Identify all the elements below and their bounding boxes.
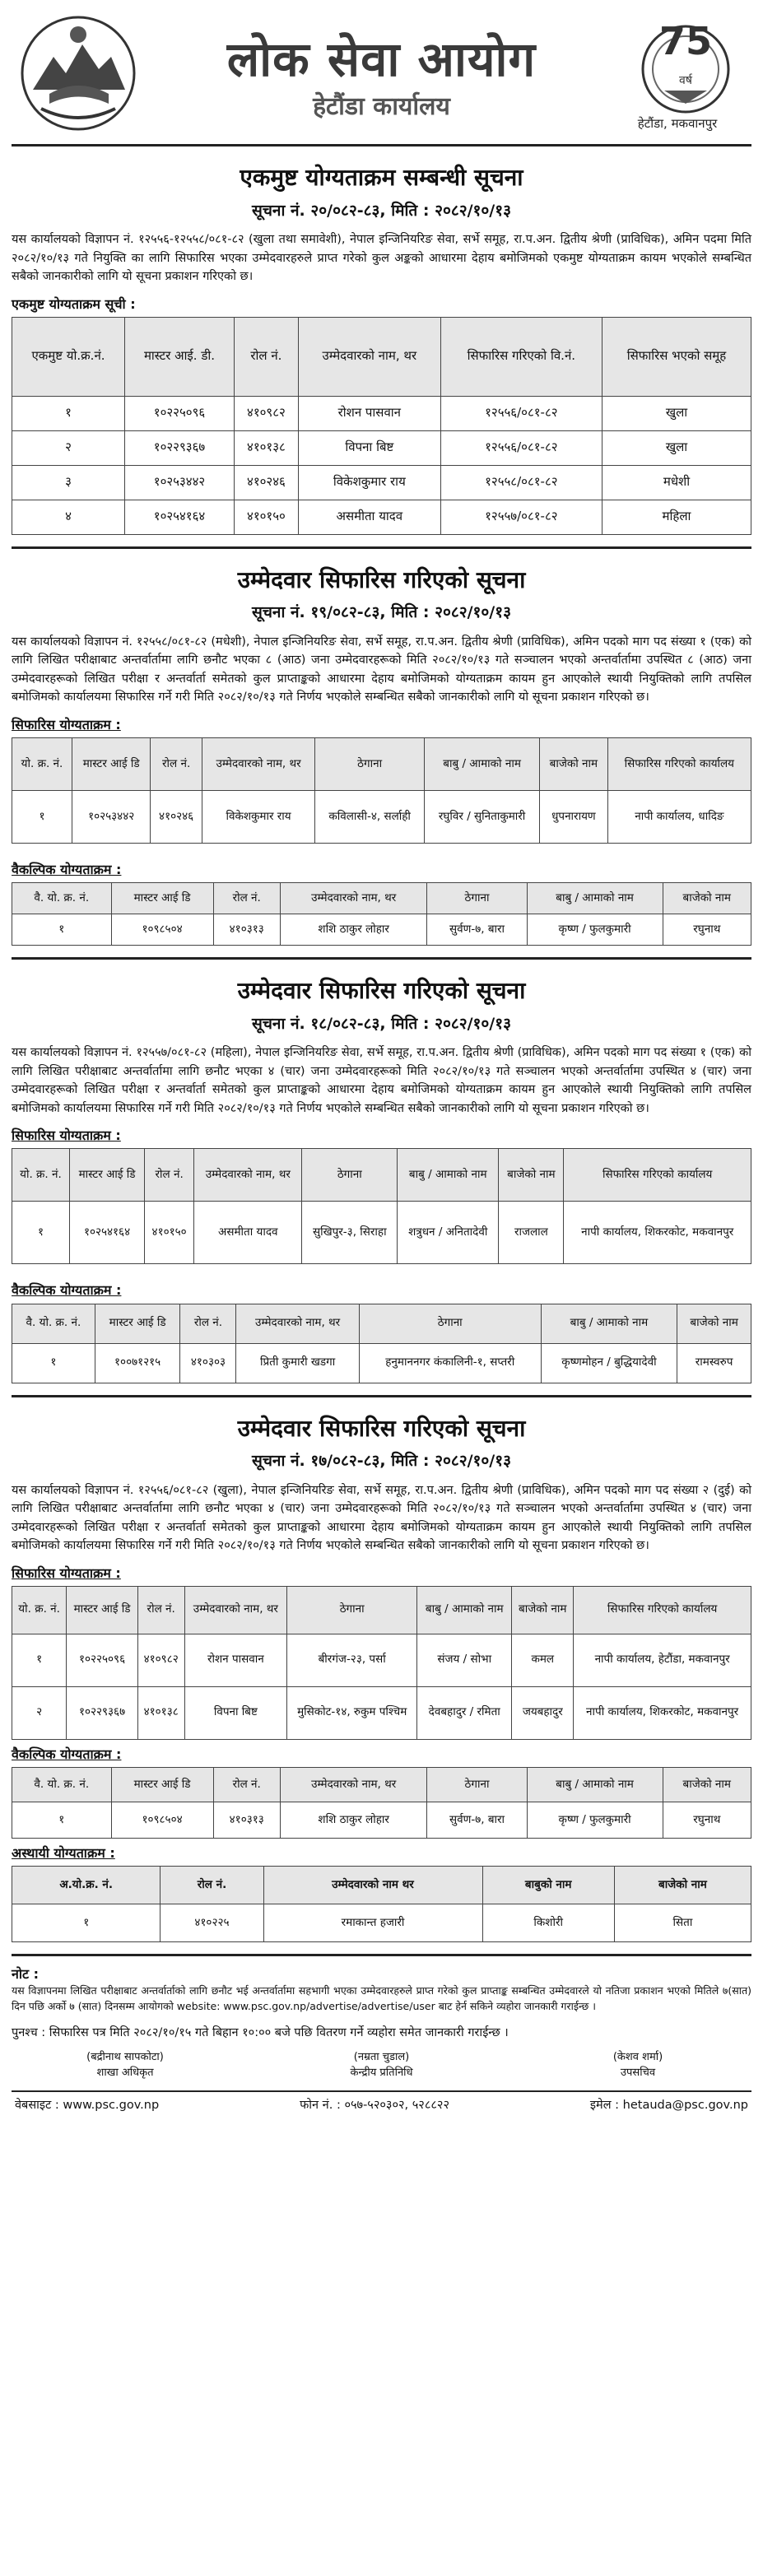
list-label: सिफारिस योग्यताक्रम :: [12, 1565, 121, 1581]
note-block: [12, 1954, 751, 2119]
table-header-cell: सिफारिस गरिएको कार्यालय: [574, 1586, 751, 1634]
table-cell: कविलासी-४, सर्लाही: [315, 790, 425, 843]
table-row: [12, 500, 751, 534]
table-cell: १२५५७/०८१-८२: [440, 500, 602, 534]
table-cell: १: [12, 914, 112, 946]
table-header-cell: बाजेको नाम: [677, 1304, 751, 1343]
table-header-cell: बाबु / आमाको नाम: [417, 1586, 512, 1634]
table-cell: ४१०३१३: [213, 914, 280, 946]
table-cell: विकेशकुमार राय: [202, 790, 314, 843]
table-header-cell: उम्मेदवारको नाम, थर: [194, 1149, 302, 1202]
table-header-cell: सिफारिस गरिएको कार्यालय: [564, 1149, 751, 1202]
table-header-cell: वै. यो. क्र. नं.: [12, 1767, 112, 1802]
table-header-cell: यो. क्र. नं.: [12, 737, 72, 790]
section-title: उम्मेदवार सिफारिस गरिएको सूचना: [237, 565, 526, 593]
table-row: [12, 1634, 751, 1686]
table-cell: नापी कार्यालय, शिकरकोट, मकवानपुर: [564, 1202, 751, 1264]
table-cell: १०२२९३६७: [125, 430, 235, 465]
table-row: [12, 1686, 751, 1739]
table-cell: जयबहादुर: [512, 1686, 574, 1739]
logo-number: 75: [658, 19, 713, 63]
table-header-cell: सिफारिस भएको समूह: [602, 317, 751, 396]
table-cell: १०२२५०९६: [67, 1634, 138, 1686]
table-header-cell: मास्टर आई डि: [111, 883, 213, 914]
table-header-cell: बाबुको नाम: [482, 1867, 614, 1904]
table-cell: १०२२५०९६: [125, 396, 235, 430]
table-cell: १२५५६/०८१-८२: [440, 396, 602, 430]
recommended-merit-table: [12, 737, 751, 844]
postscript: पुनश्च : सिफारिस पत्र मिति २०८२/१०/१५ गते बिहान १०:०० बजे पछि वितरण गर्ने व्यहोरा समेत जानकारी गराईन्छ ।: [12, 2025, 509, 2039]
list-label: सिफारिस योग्यताक्रम :: [12, 716, 121, 732]
list-label: वैकल्पिक योग्यताक्रम :: [12, 861, 122, 877]
notice-number: सूचना नं. १७/०८२-८३, मिति : २०८२/१०/१३: [252, 1452, 511, 1471]
table-header-cell: ठेगाना: [427, 883, 527, 914]
table-cell: २: [12, 1686, 67, 1739]
list-label: सिफारिस योग्यताक्रम :: [12, 1128, 121, 1144]
table-cell: ४१०२२५: [161, 1904, 263, 1942]
table-header-cell: उम्मेदवारको नाम थर: [263, 1867, 482, 1904]
signatory-post: शाखा अधिकृत: [96, 2066, 154, 2079]
table-header-cell: मास्टर आई डि: [111, 1767, 213, 1802]
table-cell: १: [12, 1634, 67, 1686]
table-cell: महिला: [602, 500, 751, 534]
table-cell: १: [12, 790, 72, 843]
table-cell: देवबहादुर / रमिता: [417, 1686, 512, 1739]
table-cell: खुला: [602, 430, 751, 465]
table-cell: १००७१२१५: [95, 1343, 180, 1383]
table-header-cell: उम्मेदवारको नाम, थर: [236, 1304, 359, 1343]
table-header-cell: बाबु / आमाको नाम: [527, 1767, 663, 1802]
table-row: [12, 396, 751, 430]
table-row: [12, 430, 751, 465]
section-title: उम्मेदवार सिफारिस गरिएको सूचना: [237, 977, 526, 1005]
table-cell: सुर्वण-७, बारा: [427, 914, 527, 946]
org-title: लोक सेवा आयोग: [226, 31, 537, 87]
table-cell: ४१०३१३: [213, 1802, 280, 1838]
signatory-name: (बद्रीनाथ सापकोटा): [86, 2050, 164, 2063]
table-cell: ४१०३०३: [180, 1343, 236, 1383]
signatory-name: (नम्रता चुडाल): [353, 2050, 410, 2063]
table-cell: ४१०२४६: [234, 465, 298, 500]
section-title: उम्मेदवार सिफारिस गरिएको सूचना: [237, 1414, 526, 1442]
table-cell: ४१०१३८: [234, 430, 298, 465]
table-cell: १०२५३४४२: [125, 465, 235, 500]
table-cell: १०९८५०४: [111, 914, 213, 946]
table-header-cell: एकमुष्ट यो.क्र.नं.: [12, 317, 125, 396]
table-cell: विकेशकुमार राय: [298, 465, 440, 500]
alternate-merit-table: [12, 882, 751, 946]
table-row: [12, 1802, 751, 1838]
table-cell: कृष्ण / फुलकुमारी: [527, 1802, 663, 1838]
section-title: एकमुष्ट योग्यताक्रम सम्बन्धी सूचना: [240, 164, 523, 191]
table-cell: नापी कार्यालय, हेटौंडा, मकवानपुर: [574, 1634, 751, 1686]
table-header-cell: उम्मेदवारको नाम, थर: [184, 1586, 287, 1634]
table-cell: हनुमाननगर कंकालिनी-१, सप्तरी: [359, 1343, 541, 1383]
alternate-merit-table: [12, 1304, 751, 1383]
notice-paragraph: यस कार्यालयको विज्ञापन नं. १२५५६-१२५५८/०८१-८२ (खुला तथा समावेशी), नेपाल इन्जिनियरिङ सेवा, सर्भे समूह, रा.प.अन. द्वितीय श्रेणी (प्राविधिक), अमिन पदमा मिति २०८२/१०/१३ गते नियुक्ति का लागि सिफारिस भएका उम्मेदवारहरुले प्राप्त गरेको कुल अङ्कको आधारमा देहाय बमोजिमको एकमुष्ट योग्यताक्रम कायम भएकोले सम्बन्धित सबैको जानकारीको लागि यो सूचना प्रकाशन गरिएको छ।: [12, 233, 751, 284]
section-recommendation-18: [12, 957, 751, 1394]
table-header-cell: रोल नं.: [145, 1149, 194, 1202]
table-header-cell: रोल नं.: [234, 317, 298, 396]
recommended-merit-table: [12, 1586, 751, 1740]
table-cell: १०२५४१६४: [69, 1202, 144, 1264]
table-header-cell: मास्टर आई डि: [67, 1586, 138, 1634]
section-recommendation-19: [12, 546, 751, 957]
table-header-cell: बाजेको नाम: [512, 1586, 574, 1634]
table-cell: रघुविर / सुनिताकुमारी: [425, 790, 540, 843]
table-cell: १२५५८/०८१-८२: [440, 465, 602, 500]
office-name: हेटौंडा कार्यालय: [313, 92, 450, 121]
note-title: नोट :: [12, 1966, 40, 1983]
table-cell: ४१०२४६: [151, 790, 202, 843]
table-header-cell: बाजेको नाम: [663, 883, 751, 914]
letterhead: [12, 0, 751, 146]
table-row: [12, 790, 751, 843]
table-header-cell: यो. क्र. नं.: [12, 1149, 70, 1202]
office-location: हेटौंडा, मकवानपुर: [637, 116, 718, 131]
table-cell: १०९८५०४: [111, 1802, 213, 1838]
table-header-cell: मास्टर आई डि: [95, 1304, 180, 1343]
table-cell: कृष्ण / फुलकुमारी: [527, 914, 663, 946]
table-cell: शशि ठाकुर लोहार: [280, 914, 427, 946]
notice-number: सूचना नं. १९/०८२-८३, मिति : २०८२/१०/१३: [252, 603, 511, 622]
table-cell: विपना बिष्ट: [298, 430, 440, 465]
table-cell: १: [12, 1202, 70, 1264]
table-header-cell: सिफारिस गरिएको कार्यालय: [607, 737, 751, 790]
table-header-cell: रोल नं.: [161, 1867, 263, 1904]
signature-officer: [26, 2050, 224, 2081]
table-row: [12, 914, 751, 946]
table-header-cell: ठेगाना: [287, 1586, 417, 1634]
table-header-cell: ठेगाना: [427, 1767, 527, 1802]
table-header-cell: बाजेको नाम: [540, 737, 608, 790]
table-header-cell: वै. यो. क्र. नं.: [12, 883, 112, 914]
table-header-cell: बाबु / आमाको नाम: [425, 737, 540, 790]
notice-number: सूचना नं. २०/०८२-८३, मिति : २०८२/१०/१३: [252, 201, 511, 220]
table-cell: ३: [12, 465, 125, 500]
table-cell: विपना बिष्ट: [184, 1686, 287, 1739]
table-cell: ४१०१५०: [145, 1202, 194, 1264]
table-cell: ४१०१३८: [137, 1686, 184, 1739]
table-header-cell: बाबु / आमाको नाम: [398, 1149, 499, 1202]
table-cell: ४: [12, 500, 125, 534]
table-row: [12, 465, 751, 500]
list-label: वैकल्पिक योग्यताक्रम :: [12, 1746, 122, 1762]
table-cell: सुर्वण-७, बारा: [427, 1802, 527, 1838]
table-header-cell: बाबु / आमाको नाम: [527, 883, 663, 914]
table-cell: रघुनाथ: [663, 914, 751, 946]
table-cell: १०२५३४४२: [72, 790, 151, 843]
table-cell: रामस्वरुप: [677, 1343, 751, 1383]
table-cell: १२५५६/०८१-८२: [440, 430, 602, 465]
table-cell: ४१०१५०: [234, 500, 298, 534]
table-cell: सुखिपुर-३, सिराहा: [302, 1202, 398, 1264]
table-cell: १: [12, 396, 125, 430]
table-cell: मुसिकोट-१४, रुकुम पश्चिम: [287, 1686, 417, 1739]
temporary-merit-table: [12, 1866, 751, 1942]
section-recommendation-17: [12, 1395, 751, 1955]
table-cell: नापी कार्यालय, शिकरकोट, मकवानपुर: [574, 1686, 751, 1739]
table-cell: खुला: [602, 396, 751, 430]
website-link[interactable]: वेबसाइट : www.psc.gov.np: [15, 2099, 160, 2113]
notice-paragraph: यस कार्यालयको विज्ञापन नं. १२५५७/०८१-८२ (महिला), नेपाल इन्जिनियरिङ सेवा, सर्भे समूह, रा.प.अन. द्वितीय श्रेणी (प्राविधिक), अमिन पदको माग पद संख्या १ (एक) को लागि लिखित परीक्षाबाट अन्तर्वार्तामा लागि छनौट भएका ४ (चार) जना उम्मेदवारहरूको मिति २०८२/१०/१३ गते सञ्चालन भएको अन्तर्वार्तामा उपस्थित ४ (चार) जना उम्मेदवारहरूको लिखित परीक्षा र अन्तर्वार्ता समेतको कुल प्राप्ताङ्कको आधारमा देहाय बमोजिमको योग्यताक्रम कायम हुन आएकोले स्थायी नियुक्तिको लागि तपसिल बमोजिमको कार्यालयमा सिफारिस गर्ने गरी मिति २०८२/१०/१३ गते निर्णय भएकोले सम्बन्धित सबैको जानकारीको लागि यो सूचना प्रकाशन गरिएको छ।: [12, 1046, 751, 1115]
table-header-cell: उम्मेदवारको नाम, थर: [280, 883, 427, 914]
table-cell: असमीता यादव: [194, 1202, 302, 1264]
signatory-post: उपसचिव: [620, 2066, 656, 2079]
table-cell: बीरगंज-२३, पर्सा: [287, 1634, 417, 1686]
table-cell: ४१०९८२: [234, 396, 298, 430]
signature-representative: [283, 2050, 481, 2081]
table-cell: १: [12, 1343, 95, 1383]
section-consolidated-merit: [12, 146, 751, 546]
table-header-cell: वै. यो. क्र. नं.: [12, 1304, 95, 1343]
list-label: वैकल्पिक योग्यताक्रम :: [12, 1282, 122, 1299]
table-header-cell: रोल नं.: [213, 883, 280, 914]
recommended-merit-table: [12, 1148, 751, 1264]
table-header-cell: मास्टर आई. डी.: [125, 317, 235, 396]
footer: [12, 2090, 751, 2119]
table-header-cell: मास्टर आई डि: [69, 1149, 144, 1202]
phone-number: फोन नं. : ०५७-५२०३०२, ५२८८२२: [300, 2099, 449, 2113]
table-header-cell: रोल नं.: [213, 1767, 280, 1802]
table-header-cell: उम्मेदवारको नाम, थर: [280, 1767, 427, 1802]
table-cell: रोशन पासवान: [298, 396, 440, 430]
table-cell: किशोरी: [482, 1904, 614, 1942]
table-cell: सिता: [614, 1904, 751, 1942]
table-header-cell: उम्मेदवारको नाम, थर: [202, 737, 314, 790]
table-header-cell: बाजेको नाम: [499, 1149, 564, 1202]
table-header-cell: ठेगाना: [302, 1149, 398, 1202]
alternate-merit-table: [12, 1767, 751, 1839]
table-cell: रोशन पासवान: [184, 1634, 287, 1686]
table-row: [12, 1904, 751, 1942]
notice-paragraph: यस कार्यालयको विज्ञापन नं. १२५५६/०८१-८२ (खुला), नेपाल इन्जिनियरिङ सेवा, सर्भे समूह, रा.प.अन. द्वितीय श्रेणी (प्राविधिक), अमिन पदको माग पद संख्या २ (दुई) को लागि लिखित परीक्षाबाट अन्तर्वार्तामा लागि छनौट भएका ४ (चार) जना उम्मेदवारहरूको मिति २०८२/१०/१३ गते सञ्चालन भएको अन्तर्वार्तामा उपस्थित ४ (चार) जना उम्मेदवारहरूको लिखित परीक्षा र अन्तर्वार्ता समेतको कुल प्राप्ताङ्कको आधारमा देहाय बमोजिमको योग्यताक्रम कायम हुन आएकोले स्थायी नियुक्तिको लागि तपसिल बमोजिमको कार्यालयमा सिफारिस गर्ने गरी मिति २०८२/१०/१३ गते निर्णय भएकोले सम्बन्धित सबैको जानकारीको लागि यो सूचना प्रकाशन गरिएको छ।: [12, 1483, 751, 1553]
table-header-cell: अ.यो.क्र. नं.: [12, 1867, 161, 1904]
table-header-cell: सिफारिस गरिएको वि.नं.: [440, 317, 602, 396]
table-header-cell: रोल नं.: [180, 1304, 236, 1343]
table-cell: १०२२९३६७: [67, 1686, 138, 1739]
table-cell: १: [12, 1904, 161, 1942]
table-row: [12, 1343, 751, 1383]
psc-75-years-logo-icon: [628, 5, 743, 120]
table-cell: १०२५४१६४: [125, 500, 235, 534]
list-label: अस्थायी योग्यताक्रम :: [12, 1844, 115, 1861]
table-header-cell: रोल नं.: [137, 1586, 184, 1634]
table-cell: रघुनाथ: [663, 1802, 751, 1838]
notice-paragraph: यस कार्यालयको विज्ञापन नं. १२५५८/०८१-८२ (मधेशी), नेपाल इन्जिनियरिङ सेवा, सर्भे समूह, रा.प.अन. द्वितीय श्रेणी (प्राविधिक), अमिन पदको माग पद संख्या १ (एक) को लागि लिखित परीक्षाबाट अन्तर्वार्तामा लागि छनौट भएका ८ (आठ) जना उम्मेदवारहरूको मिति २०८२/१०/१३ गते सञ्चालन भएको अन्तर्वार्तामा उपस्थित ८ (आठ) जना उम्मेदवारहरूको लिखित परीक्षा र अन्तर्वार्ता समेतको कुल प्राप्ताङ्कको आधारमा देहाय बमोजिमको योग्यताक्रम कायम हुन आएकोले स्थायी नियुक्तिको लागि तपसिल बमोजिमको कार्यालयमा सिफारिस गर्ने गरी मिति २०८२/१०/१३ गते निर्णय भएकोले सम्बन्धित सबैको जानकारीको लागि यो सूचना प्रकाशन गरिएको छ।: [12, 635, 751, 704]
table-header-cell: ठेगाना: [359, 1304, 541, 1343]
table-cell: कमल: [512, 1634, 574, 1686]
table-row: [12, 1202, 751, 1264]
table-cell: धुपनारायण: [540, 790, 608, 843]
notice-number: सूचना नं. १८/०८२-८३, मिति : २०८२/१०/१३: [252, 1014, 511, 1033]
signature-undersecretary: [539, 2050, 737, 2081]
table-cell: राजलाल: [499, 1202, 564, 1264]
table-header-cell: बाबु / आमाको नाम: [541, 1304, 677, 1343]
list-label: एकमुष्ट योग्यताक्रम सूची :: [12, 295, 136, 312]
table-cell: शशि ठाकुर लोहार: [280, 1802, 427, 1838]
signatures: [12, 2050, 751, 2081]
table-header-cell: ठेगाना: [315, 737, 425, 790]
table-cell: संजय / सोभा: [417, 1634, 512, 1686]
signatory-name: (केशव शर्मा): [612, 2050, 663, 2063]
email-link[interactable]: इमेल : hetauda@psc.gov.np: [589, 2099, 748, 2113]
table-cell: १: [12, 1802, 112, 1838]
consolidated-merit-table: [12, 317, 751, 535]
table-header-cell: उम्मेदवारको नाम, थर: [298, 317, 440, 396]
table-header-cell: रोल नं.: [151, 737, 202, 790]
table-cell: प्रिती कुमारी खडगा: [236, 1343, 359, 1383]
table-cell: रमाकान्त हजारी: [263, 1904, 482, 1942]
table-cell: शत्रुधन / अनितादेवी: [398, 1202, 499, 1264]
table-cell: ४१०९८२: [137, 1634, 184, 1686]
table-cell: असमीता यादव: [298, 500, 440, 534]
note-text: यस विज्ञापनमा लिखित परीक्षाबाट अन्तर्वार्ताको लागि छनौट भई अन्तर्वार्तामा सहभागी भएका उम्मेदवारहरुले प्राप्त गरेको कुल प्राप्ताङ्क सम्बन्धित उम्मेदवारले यो नतिजा प्रकाशन भएको मितिले ७(सात) दिन पछि अर्को ७ (सात) दिनसम्म आयोगको website: www.psc.gov.np/advertise/advertise/user बाट हेर्न सकिने व्यहोरा जानकारी गराईन्छ ।: [12, 1984, 751, 2013]
table-header-cell: मास्टर आई डि: [72, 737, 151, 790]
table-cell: २: [12, 430, 125, 465]
logo-caption: वर्ष: [679, 74, 692, 87]
table-header-cell: बाजेको नाम: [663, 1767, 751, 1802]
table-cell: कृष्णमोहन / बुद्धियादेवी: [541, 1343, 677, 1383]
table-cell: नापी कार्यालय, धादिङ: [607, 790, 751, 843]
table-header-cell: बाजेको नाम: [614, 1867, 751, 1904]
table-cell: मधेशी: [602, 465, 751, 500]
table-header-cell: यो. क्र. नं.: [12, 1586, 67, 1634]
signatory-post: केन्द्रीय प्रतिनिधि: [350, 2066, 413, 2079]
